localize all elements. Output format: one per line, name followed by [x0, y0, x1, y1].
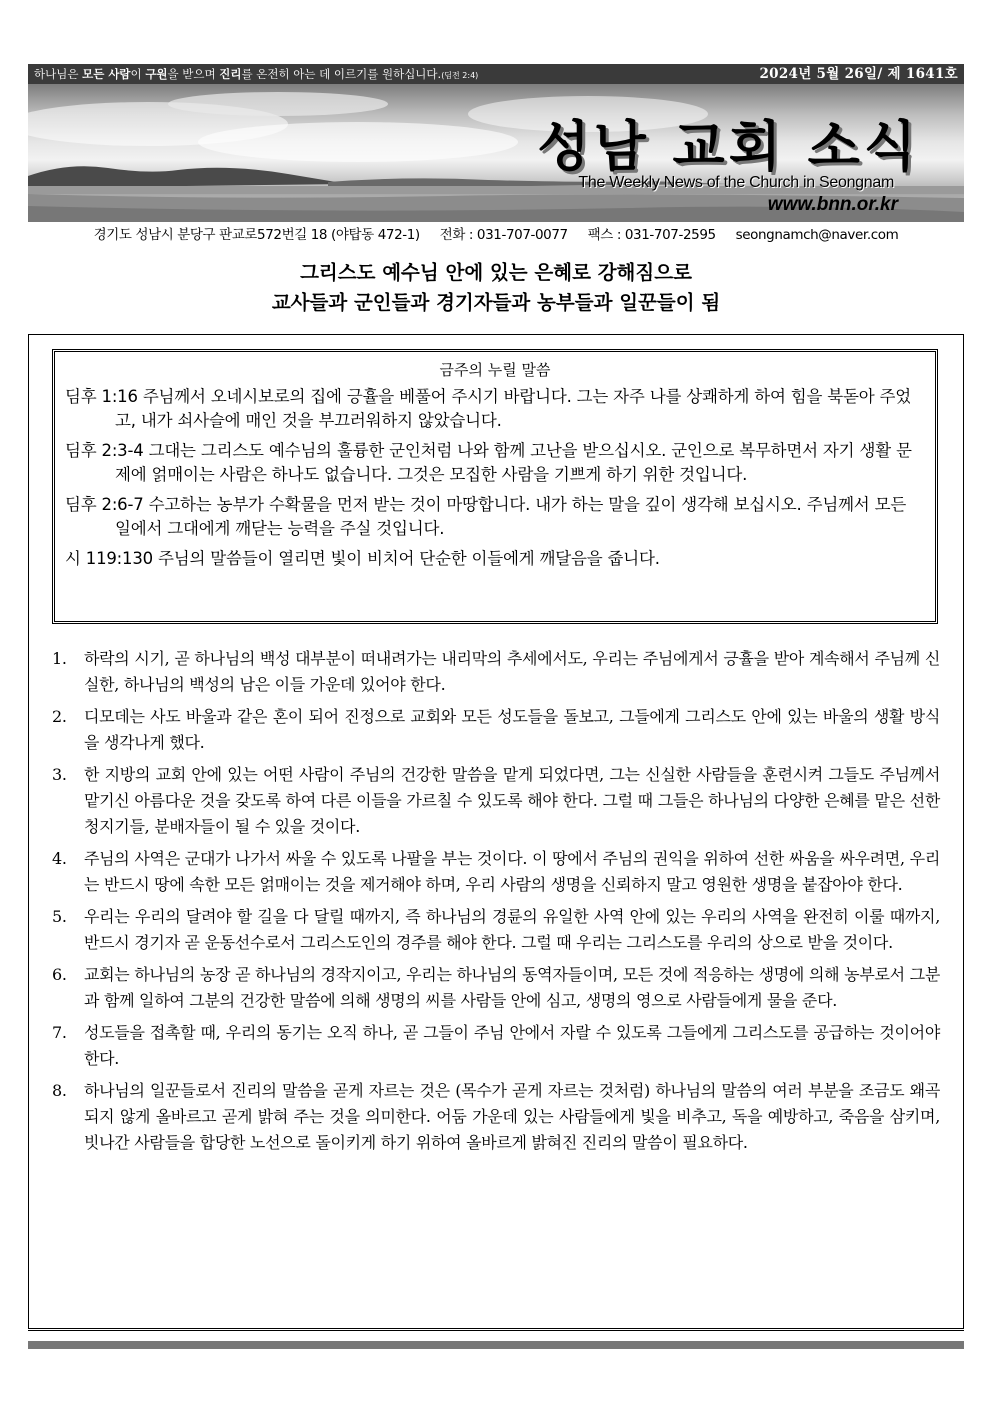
- newsletter-subtitle: The Weekly News of the Church in Seongnam: [578, 174, 894, 191]
- issue-date: 2024년 5월 26일/ 제 1641호: [759, 66, 958, 82]
- verse-item: 딤후 1:16 주님께서 오네시보로의 집에 긍휼을 베풀어 주시기 바랍니다. 그는 자주 나를 상쾌하게 하여 힘을 북돋아 주었고, 내가 쇠사슬에 매인 것을 부끄러워하지 않았습니다.: [65, 386, 912, 430]
- point-text: 우리는 우리의 달려야 할 길을 다 달릴 때까지, 즉 하나님의 경륜의 유일한 사역 안에 있는 우리의 사역을 완전히 이룰 때까지, 반드시 경기자 곧 운동선수로서 그리스도인의 경주를 해야 한다. 그럴 때 우리는 그리스도를 우리의 상으로 받을 것이다.: [84, 907, 940, 952]
- message-headline: [28, 258, 964, 318]
- verse-item: 딤후 2:6-7 수고하는 농부가 수확물을 먼저 받는 것이 마땅합니다. 내가 하는 말을 깊이 생각해 보십시오. 주님께서 모든 일에서 그대에게 깨닫는 능력을 주실 것입니다.: [65, 494, 907, 538]
- point-number: 2.: [52, 707, 67, 726]
- verses-title: 금주의 누릴 말씀: [439, 361, 551, 379]
- list-item: [52, 962, 940, 1014]
- newsletter-title: 성남 교회 소식: [537, 115, 920, 178]
- verse-item: 시 119:130 주님의 말씀들이 열리면 빛이 비치어 단순한 이들에게 깨달음을 줍니다.: [65, 548, 660, 568]
- point-number: 7.: [52, 1023, 67, 1042]
- address-location: 경기도 성남시 분당구 판교로572번길 18 (야탑동 472-1): [93, 227, 420, 243]
- address-email[interactable]: seongnamch@naver.com: [735, 227, 899, 243]
- list-item: [52, 846, 940, 898]
- header-verse: 하나님은 모든 사람이 구원을 받으며 진리를 온전히 아는 데 이르기를 원하십니다.(딤전 2:4): [34, 67, 479, 81]
- address-phone: 전화 : 031-707-0077: [439, 227, 568, 243]
- point-number: 6.: [52, 965, 67, 984]
- headline-line-1: 그리스도 예수님 안에 있는 은혜로 강해짐으로: [300, 261, 692, 284]
- website-link[interactable]: www.bnn.or.kr: [767, 194, 898, 215]
- point-text: 하락의 시기, 곧 하나님의 백성 대부분이 떠내려가는 내리막의 추세에서도, 우리는 주님에게서 긍휼을 받아 계속해서 주님께 신실한, 하나님의 백성의 남은 이들 가운데 있어야 한다.: [84, 649, 940, 694]
- point-text: 한 지방의 교회 안에 있는 어떤 사람이 주님의 건강한 말씀을 맡게 되었다면, 그는 신실한 사람들을 훈련시켜 그들도 주님께서 맡기신 아름다운 것을 갖도록 하여 다른 이들을 가르칠 수 있도록 해야 한다. 그럴 때 그들은 하나님의 다양한 은혜를 맡은 선한 청지기들, 분배자들이 될 수 있을 것이다.: [84, 765, 940, 836]
- church-address-line: [28, 223, 964, 243]
- point-number: 3.: [52, 765, 67, 784]
- masthead-banner: [28, 84, 964, 222]
- frame-double-rule: [28, 1327, 964, 1331]
- point-text: 교회는 하나님의 농장 곧 하나님의 경작지이고, 우리는 하나님의 동역자들이며, 모든 것에 적응하는 생명에 의해 농부로서 그분과 함께 일하여 그분의 건강한 말씀에 의해 생명의 씨를 사람들 안에 심고, 생명의 영으로 사람들에게 물을 준다.: [84, 965, 940, 1010]
- list-item: [52, 1078, 940, 1156]
- list-item: [52, 1020, 940, 1072]
- footer-bar: [28, 1341, 964, 1349]
- list-item: [52, 704, 940, 756]
- point-text: 하나님의 일꾼들로서 진리의 말씀을 곧게 자르는 것은 (목수가 곧게 자르는 것처럼) 하나님의 말씀의 여러 부분을 조금도 왜곡되지 않게 올바르고 곧게 밝혀 주는 것을 의미한다. 어둠 가운데 있는 사람들에게 빛을 비추고, 독을 예방하고, 죽음을 삼키며, 빗나간 사람들을 합당한 노선으로 돌이키게 하기 위하여 올바르게 밝혀진 진리의 말씀이 필요하다.: [84, 1081, 940, 1152]
- message-points-list: [52, 646, 940, 1162]
- point-text: 디모데는 사도 바울과 같은 혼이 되어 진정으로 교회와 모든 성도들을 돌보고, 그들에게 그리스도 안에 있는 바울의 생활 방식을 생각나게 했다.: [84, 707, 940, 752]
- headline-line-2: 교사들과 군인들과 경기자들과 농부들과 일꾼들이 됨: [271, 291, 721, 314]
- verse-item: 딤후 2:3-4 그대는 그리스도 예수님의 훌륭한 군인처럼 나와 함께 고난을 받으십시오. 군인으로 복무하면서 자기 생활 문제에 얽매이는 사람은 하나도 없습니다. 그것은 모집한 사람을 기쁘게 하기 위한 것입니다.: [65, 440, 912, 484]
- point-number: 4.: [52, 849, 67, 868]
- point-number: 1.: [52, 649, 67, 668]
- point-text: 성도들을 접촉할 때, 우리의 동기는 오직 하나, 곧 그들이 주님 안에서 자랄 수 있도록 그들에게 그리스도를 공급하는 것이어야 한다.: [84, 1023, 940, 1068]
- weekly-verses-box: [52, 349, 938, 624]
- address-fax: 팩스 : 031-707-2595: [587, 227, 716, 243]
- point-number: 8.: [52, 1081, 67, 1100]
- point-number: 5.: [52, 907, 67, 926]
- list-item: [52, 904, 940, 956]
- top-verse-bar: [28, 64, 964, 84]
- list-item: [52, 762, 940, 840]
- point-text: 주님의 사역은 군대가 나가서 싸울 수 있도록 나팔을 부는 것이다. 이 땅에서 주님의 권익을 위하여 선한 싸움을 싸우려면, 우리는 반드시 땅에 속한 모든 얽매이는 것을 제거해야 하며, 우리 사람의 생명을 신뢰하지 말고 영원한 생명을 붙잡아야 한다.: [84, 849, 940, 894]
- list-item: [52, 646, 940, 698]
